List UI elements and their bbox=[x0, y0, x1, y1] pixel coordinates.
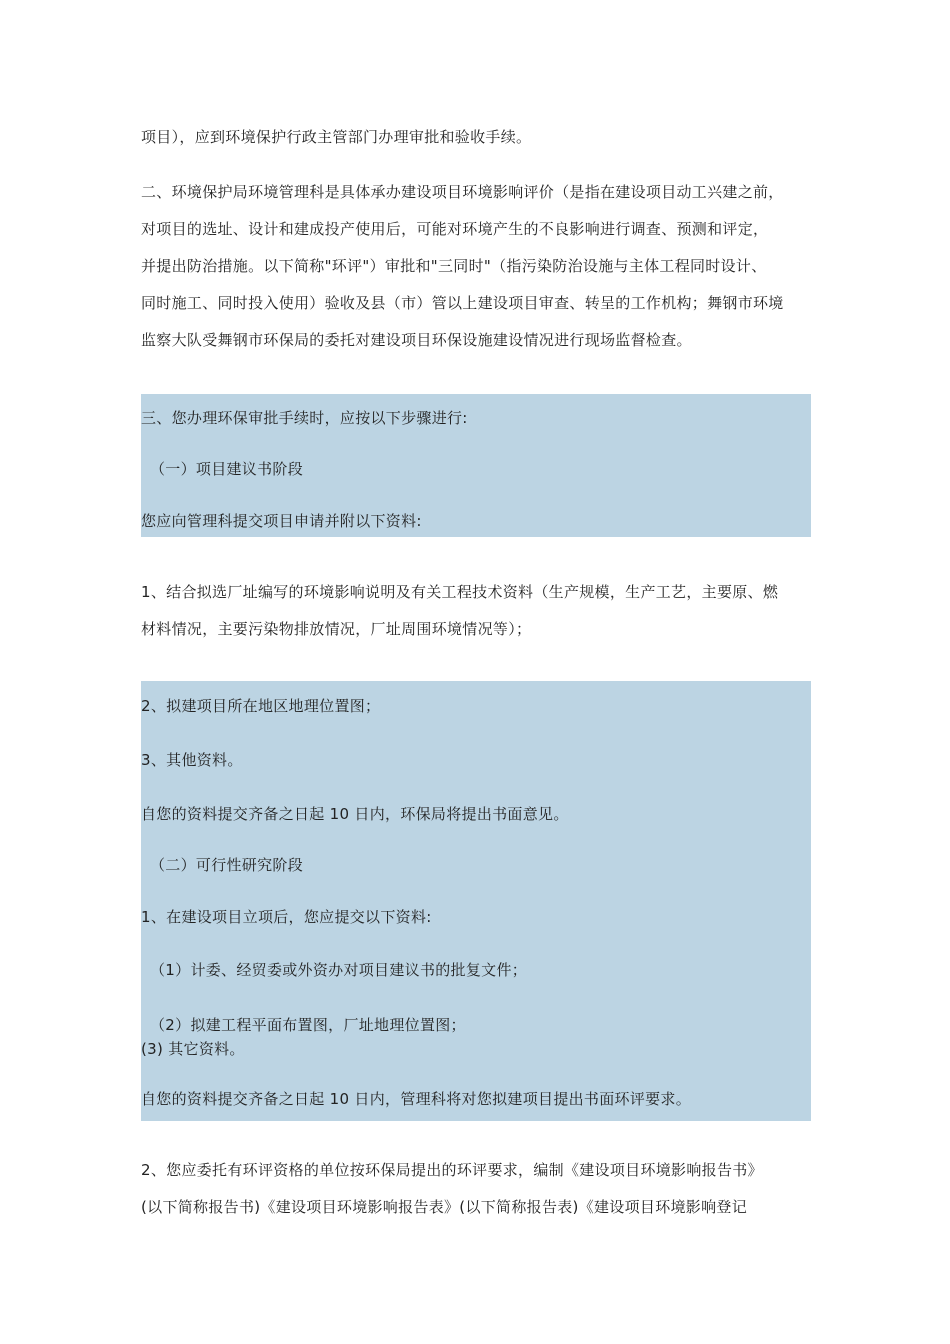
stage-two-heading: （二）可行性研究阶段 bbox=[150, 856, 304, 874]
paragraph-line: 自您的资料提交齐备之日起 10 日内，管理科将对您拟建项目提出书面环评要求。 bbox=[141, 1090, 692, 1108]
paragraph-line: 自您的资料提交齐备之日起 10 日内，环保局将提出书面意见。 bbox=[141, 805, 569, 823]
section-two-line: 二、环境保护局环境管理科是具体承办建设项目环境影响评价（是指在建设项目动工兴建之前， bbox=[141, 183, 784, 201]
stage-one-heading: （一）项目建议书阶段 bbox=[150, 460, 304, 478]
paragraph-line: 对项目的选址、设计和建成投产使用后，可能对环境产生的不良影响进行调查、预测和评定， bbox=[141, 220, 769, 238]
sub-list-item: （2）拟建工程平面布置图，厂址地理位置图； bbox=[150, 1016, 466, 1034]
list-item-continuation: 材料情况，主要污染物排放情况，厂址周围环境情况等）； bbox=[141, 620, 532, 638]
sub-list-item: （1）计委、经贸委或外资办对项目建议书的批复文件； bbox=[150, 961, 528, 979]
list-item: 1、在建设项目立项后，您应提交以下资料: bbox=[141, 908, 432, 926]
section-three-heading: 三、您办理环保审批手续时，应按以下步骤进行: bbox=[141, 409, 468, 427]
list-item: 1、结合拟选厂址编写的环境影响说明及有关工程技术资料（生产规模，生产工艺，主要原、燃 bbox=[141, 583, 779, 601]
list-item-continuation: (以下简称报告书)《建设项目环境影响报告表》(以下简称报告表)《建设项目环境影响登记 bbox=[141, 1198, 748, 1216]
list-item: 3、其他资料。 bbox=[141, 751, 243, 769]
paragraph-line: 监察大队受舞钢市环保局的委托对建设项目环保设施建设情况进行现场监督检查。 bbox=[141, 331, 692, 349]
paragraph-line: 并提出防治措施。以下简称"环评"）审批和"三同时"（指污染防治设施与主体工程同时设计、 bbox=[141, 257, 767, 275]
sub-list-item: (3) 其它资料。 bbox=[141, 1040, 245, 1058]
paragraph-line: 您应向管理科提交项目申请并附以下资料: bbox=[141, 512, 422, 530]
paragraph-line: 同时施工、同时投入使用）验收及县（市）管以上建设项目审查、转呈的工作机构；舞钢市环境 bbox=[141, 294, 784, 312]
list-item: 2、拟建项目所在地区地理位置图； bbox=[141, 697, 381, 715]
paragraph-line: 项目），应到环境保护行政主管部门办理审批和验收手续。 bbox=[141, 128, 532, 146]
list-item: 2、您应委托有环评资格的单位按环保局提出的环评要求，编制《建设项目环境影响报告书》 bbox=[141, 1161, 763, 1179]
